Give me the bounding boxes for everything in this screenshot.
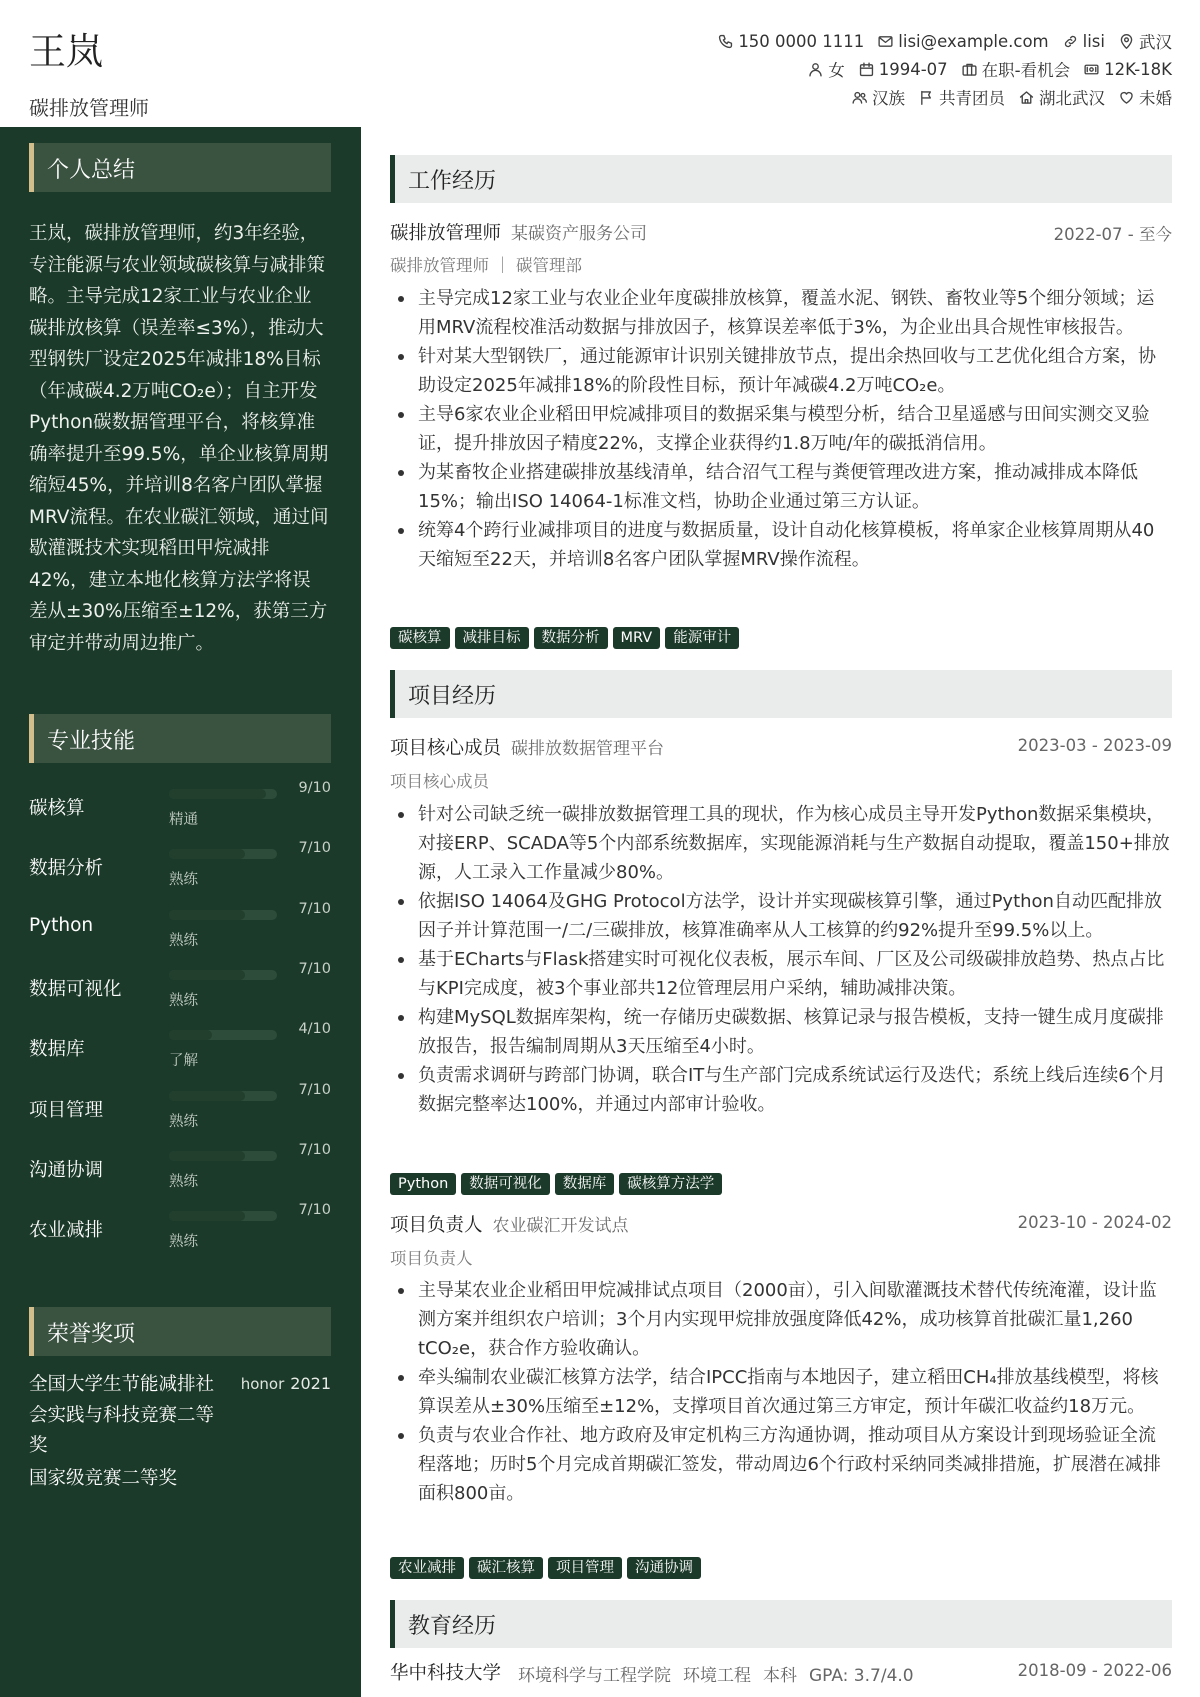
education-date: 2018-09 - 2022-06 (1017, 1661, 1172, 1680)
skill-level: 熟练 (169, 872, 198, 889)
skill-level: 熟练 (169, 1113, 198, 1130)
skill-tag: 项目管理 (548, 1557, 622, 1579)
candidate-title: 碳排放管理师 (29, 96, 149, 120)
contact-item (1118, 29, 1172, 53)
project-entry-title (390, 734, 664, 760)
project-role: 项目负责人 (390, 1215, 483, 1236)
project-name: 农业碳汇开发试点 (492, 1216, 629, 1236)
people-icon (851, 89, 868, 106)
skill-score: 7/10 (298, 1141, 331, 1158)
degree: 本科 (763, 1666, 797, 1686)
education-info (518, 1661, 926, 1686)
award-name: 国家级竞赛二等奖 (29, 1468, 178, 1489)
skill-name: 数据可视化 (29, 978, 122, 1000)
contact-item (1118, 85, 1172, 109)
skill-tag: 减排目标 (455, 627, 529, 649)
school-name: 华中科技大学 (390, 1663, 502, 1684)
work-date: 2022-07 - 至今 (1053, 225, 1172, 244)
contact-text: 12K-18K (1104, 59, 1172, 79)
project-tags (390, 1173, 727, 1195)
contact-text: 未婚 (1139, 89, 1172, 108)
contact-row (412, 55, 1172, 83)
skill-tag: MRV (613, 627, 661, 649)
contact-text: lisi@example.com (898, 31, 1049, 51)
contact-text: 汉族 (872, 89, 905, 108)
resume-header (0, 0, 1200, 127)
bullet-item: 为某畜牧企业搭建碳排放基线清单，结合沼气工程与粪便管理改进方案，推动减排成本降低15%；输出ISO 14064-1标准文档，协助企业通过第三方认证。 (390, 458, 1172, 516)
skill-bar-fill (169, 1151, 245, 1161)
bullet-item: 负责与农业合作社、地方政府及审定机构三方沟通协调，推动项目从方案设计到现场验证全流程落地；历时5个月完成首期碳汇签发，带动周边6个行政村采纳同类减排措施，扩展潜在减排面积800亩。 (390, 1421, 1172, 1508)
skill-level: 精通 (169, 812, 198, 828)
major: 环境工程 (683, 1666, 751, 1686)
skill-score: 9/10 (298, 780, 331, 796)
skill-bar (169, 1211, 277, 1221)
bullet-item: 针对公司缺乏统一碳排放数据管理工具的现状，作为核心成员主导开发Python数据采集模块，对接ERP、SCADA等5个内部系统数据库，实现能源消耗与生产数据自动提取，覆盖150+排放源，人工录入工作量减少80%。 (390, 800, 1172, 887)
contact-text: 1994-07 (878, 59, 948, 79)
skill-name: 农业减排 (29, 1220, 104, 1242)
skill-bar-fill (169, 910, 245, 920)
awards-section-header (29, 1307, 331, 1356)
skill-bar-fill (169, 970, 245, 980)
skill-tag: 碳核算 (390, 627, 450, 649)
contact-item (1018, 85, 1105, 109)
person-icon (807, 61, 824, 78)
award-issuer: honor (240, 1375, 285, 1393)
calendar-icon (858, 61, 875, 78)
contact-item (858, 60, 948, 79)
projects-title: 项目经历 (408, 684, 497, 709)
bullet-item: 基于ECharts与Flask搭建实时可视化仪表板，展示车间、厂区及公司级碳排放趋势、热点占比与KPI完成度，被3个事业部共12位管理层用户采纳，辅助减排决策。 (390, 945, 1172, 1003)
skill-item (29, 898, 331, 958)
work-bullets (390, 284, 1172, 574)
skill-item (29, 1018, 331, 1078)
work-entry-title (390, 219, 647, 245)
work-tags (390, 627, 744, 649)
skill-score: 7/10 (298, 840, 331, 857)
briefcase-icon (961, 61, 978, 78)
skill-item (29, 958, 331, 1018)
skill-bar-fill (169, 849, 245, 859)
skill-name: 数据分析 (29, 858, 104, 880)
award-name: 全国大学生节能减排社会实践与科技竞赛二等奖 (29, 1374, 215, 1456)
summary-section-header (29, 143, 331, 192)
contact-item (877, 32, 1048, 51)
contact-text: 150 0000 1111 (738, 31, 865, 51)
skill-bar (169, 910, 277, 920)
skill-tag: 数据库 (555, 1173, 615, 1195)
awards-title: 荣誉奖项 (47, 1322, 136, 1347)
link-icon (1062, 33, 1079, 50)
phone-icon (717, 33, 734, 50)
contact-row (412, 27, 1172, 55)
skill-bar-fill (169, 1091, 245, 1101)
project-role: 项目核心成员 (390, 738, 502, 759)
skill-item (29, 1199, 331, 1259)
bullet-item: 依据ISO 14064及GHG Protocol方法学，设计并实现碳核算引擎，通过Python自动匹配排放因子并计算范围一/二/三碳排放，核算准确率从人工核算的约92%提升至99.5%以上。 (390, 887, 1172, 945)
contact-text: lisi (1082, 31, 1105, 51)
skill-level: 熟练 (169, 932, 198, 949)
skill-tag: 能源审计 (665, 627, 739, 649)
skill-score: 7/10 (298, 960, 331, 977)
bullet-item: 主导6家农业企业稻田甲烷减排项目的数据采集与模型分析，结合卫星遥感与田间实测交叉验证，提升排放因子精度22%，支撑企业获得约1.8万吨/年的碳抵消信用。 (390, 400, 1172, 458)
skill-level: 熟练 (169, 992, 198, 1009)
contact-text: 武汉 (1139, 33, 1172, 52)
contact-item (807, 57, 845, 81)
skill-tag: 沟通协调 (627, 1557, 701, 1579)
home-icon (1018, 89, 1035, 106)
project-date: 2023-03 - 2023-09 (1017, 736, 1172, 755)
education-section-header (390, 1600, 1172, 1648)
bullet-item: 针对某大型钢铁厂，通过能源审计识别关键排放节点，提出余热回收与工艺优化组合方案，协助设定2025年减排18%的阶段性目标，预计年减碳4.2万吨CO₂e。 (390, 342, 1172, 400)
flag-icon (918, 89, 935, 106)
skill-item (29, 1079, 331, 1139)
skill-score: 7/10 (298, 900, 331, 917)
summary-title: 个人总结 (47, 158, 136, 183)
skill-bar-fill (169, 1030, 212, 1040)
skill-name: 项目管理 (29, 1099, 104, 1121)
bullet-item: 主导某农业企业稻田甲烷减排试点项目（2000亩），引入间歇灌溉技术替代传统淹灌，设计监测方案并组织农户培训；3个月内实现甲烷排放强度降低42%，成功核算首批碳汇量1,260 tCO₂e，获合作方验收确认。 (390, 1276, 1172, 1363)
work-department: 碳排放管理师 ｜ 碳管理部 (390, 256, 582, 275)
work-section-header (390, 155, 1172, 203)
skills-section-header (29, 714, 331, 763)
salary-icon (1083, 61, 1100, 78)
project-sub: 项目负责人 (390, 1249, 473, 1268)
location-icon (1118, 33, 1135, 50)
skill-bar (169, 1091, 277, 1101)
heart-icon (1118, 89, 1135, 106)
college: 环境科学与工程学院 (518, 1666, 671, 1686)
skill-tag: 数据分析 (534, 627, 608, 649)
skill-bar-fill (169, 1211, 245, 1221)
skill-bar-fill (169, 789, 266, 799)
contact-text: 在职-看机会 (981, 61, 1071, 80)
skill-bar (169, 1030, 277, 1040)
skill-item (29, 1139, 331, 1199)
work-position: 碳排放管理师 (390, 223, 502, 244)
skill-tag: 碳汇核算 (469, 1557, 543, 1579)
sidebar (0, 127, 361, 1697)
bullet-item: 主导完成12家工业与农业企业年度碳排放核算，覆盖水泥、钢铁、畜牧业等5个细分领域；运用MRV流程校准活动数据与排放因子，核算误差率低于3%，为企业出具合规性审核报告。 (390, 284, 1172, 342)
bullet-item: 统筹4个跨行业减排项目的进度与数据质量，设计自动化核算模板，将单家企业核算周期从40天缩短至22天，并培训8名客户团队掌握MRV操作流程。 (390, 516, 1172, 574)
contact-text: 女 (828, 61, 845, 80)
summary-text: 王岚，碳排放管理师，约3年经验，专注能源与农业领域碳核算与减排策略。主导完成12家工业与农业企业碳排放核算（误差率≤3%），推动大型钢铁厂设定2025年减排18%目标（年减碳4.2万吨CO₂e）；自主开发Python碳数据管理平台，将核算准确率提升至99.5%，单企业核算周期缩短45%，并培训8名客户团队掌握MRV流程。在农业碳汇领域，通过间歇灌溉技术实现稻田甲烷减排42%，建立本地化核算方法学将误差从±30%压缩至±12%，获第三方审定并带动周边推广。 (29, 223, 329, 654)
skill-tag: 数据可视化 (461, 1173, 550, 1195)
project-date: 2023-10 - 2024-02 (1017, 1213, 1172, 1232)
contact-info (412, 27, 1172, 111)
work-title: 工作经历 (408, 169, 497, 194)
skill-tag: 农业减排 (390, 1557, 464, 1579)
skill-score: 7/10 (298, 1202, 331, 1219)
skill-level: 熟练 (169, 1234, 198, 1251)
contact-item (918, 85, 1005, 109)
skill-tag: Python (390, 1173, 456, 1195)
skill-level: 熟练 (169, 1173, 198, 1190)
award-year: 2021 (290, 1374, 331, 1393)
skill-name: Python (29, 914, 94, 936)
mail-icon (877, 33, 894, 50)
contact-row (412, 83, 1172, 111)
project-tags (390, 1557, 706, 1579)
skill-name: 碳核算 (29, 798, 85, 819)
project-bullets (390, 1276, 1172, 1508)
skill-tag: 碳核算方法学 (619, 1173, 722, 1195)
award-meta (241, 1374, 331, 1393)
project-entry-title (390, 1211, 629, 1237)
project-bullets (390, 800, 1172, 1119)
contact-item (1062, 32, 1105, 51)
skill-score: 7/10 (298, 1081, 331, 1098)
bullet-item: 负责需求调研与跨部门协调，联合IT与生产部门完成系统试运行及迭代；系统上线后连续6个月数据完整率达100%，并通过内部审计验收。 (390, 1061, 1172, 1119)
skill-item (29, 777, 331, 837)
skill-bar (169, 849, 277, 859)
bullet-item: 牵头编制农业碳汇核算方法学，结合IPCC指南与本地因子，建立稻田CH₄排放基线模型，将核算误差从±30%压缩至±12%，支撑项目首次通过第三方审定，预计年碳汇收益约18万元。 (390, 1363, 1172, 1421)
contact-item (961, 57, 1070, 81)
work-company: 某碳资产服务公司 (511, 224, 648, 244)
skill-name: 数据库 (29, 1039, 85, 1061)
education-entry (390, 1659, 1172, 1689)
contact-text: 共青团员 (939, 89, 1005, 108)
skill-bar (169, 970, 277, 980)
contact-item (851, 85, 905, 109)
skill-score: 4/10 (298, 1021, 331, 1038)
skill-item (29, 837, 331, 897)
candidate-name: 王岚 (29, 30, 103, 73)
bullet-item: 构建MySQL数据库架构，统一存储历史碳数据、核算记录与报告模板，支持一键生成月度碳排放报告，报告编制周期从3天压缩至4小时。 (390, 1003, 1172, 1061)
gpa: GPA: 3.7/4.0 (809, 1666, 914, 1686)
contact-text: 湖北武汉 (1039, 89, 1105, 108)
skill-bar (169, 1151, 277, 1161)
contact-item (1083, 60, 1172, 79)
projects-section-header (390, 670, 1172, 718)
education-title: 教育经历 (408, 1614, 497, 1639)
skill-level: 了解 (169, 1053, 198, 1070)
project-name: 碳排放数据管理平台 (511, 739, 665, 759)
skills-title: 专业技能 (47, 729, 136, 754)
skill-bar (169, 789, 277, 799)
skill-name: 沟通协调 (29, 1159, 104, 1181)
project-sub: 项目核心成员 (390, 772, 489, 791)
contact-item (717, 32, 864, 51)
